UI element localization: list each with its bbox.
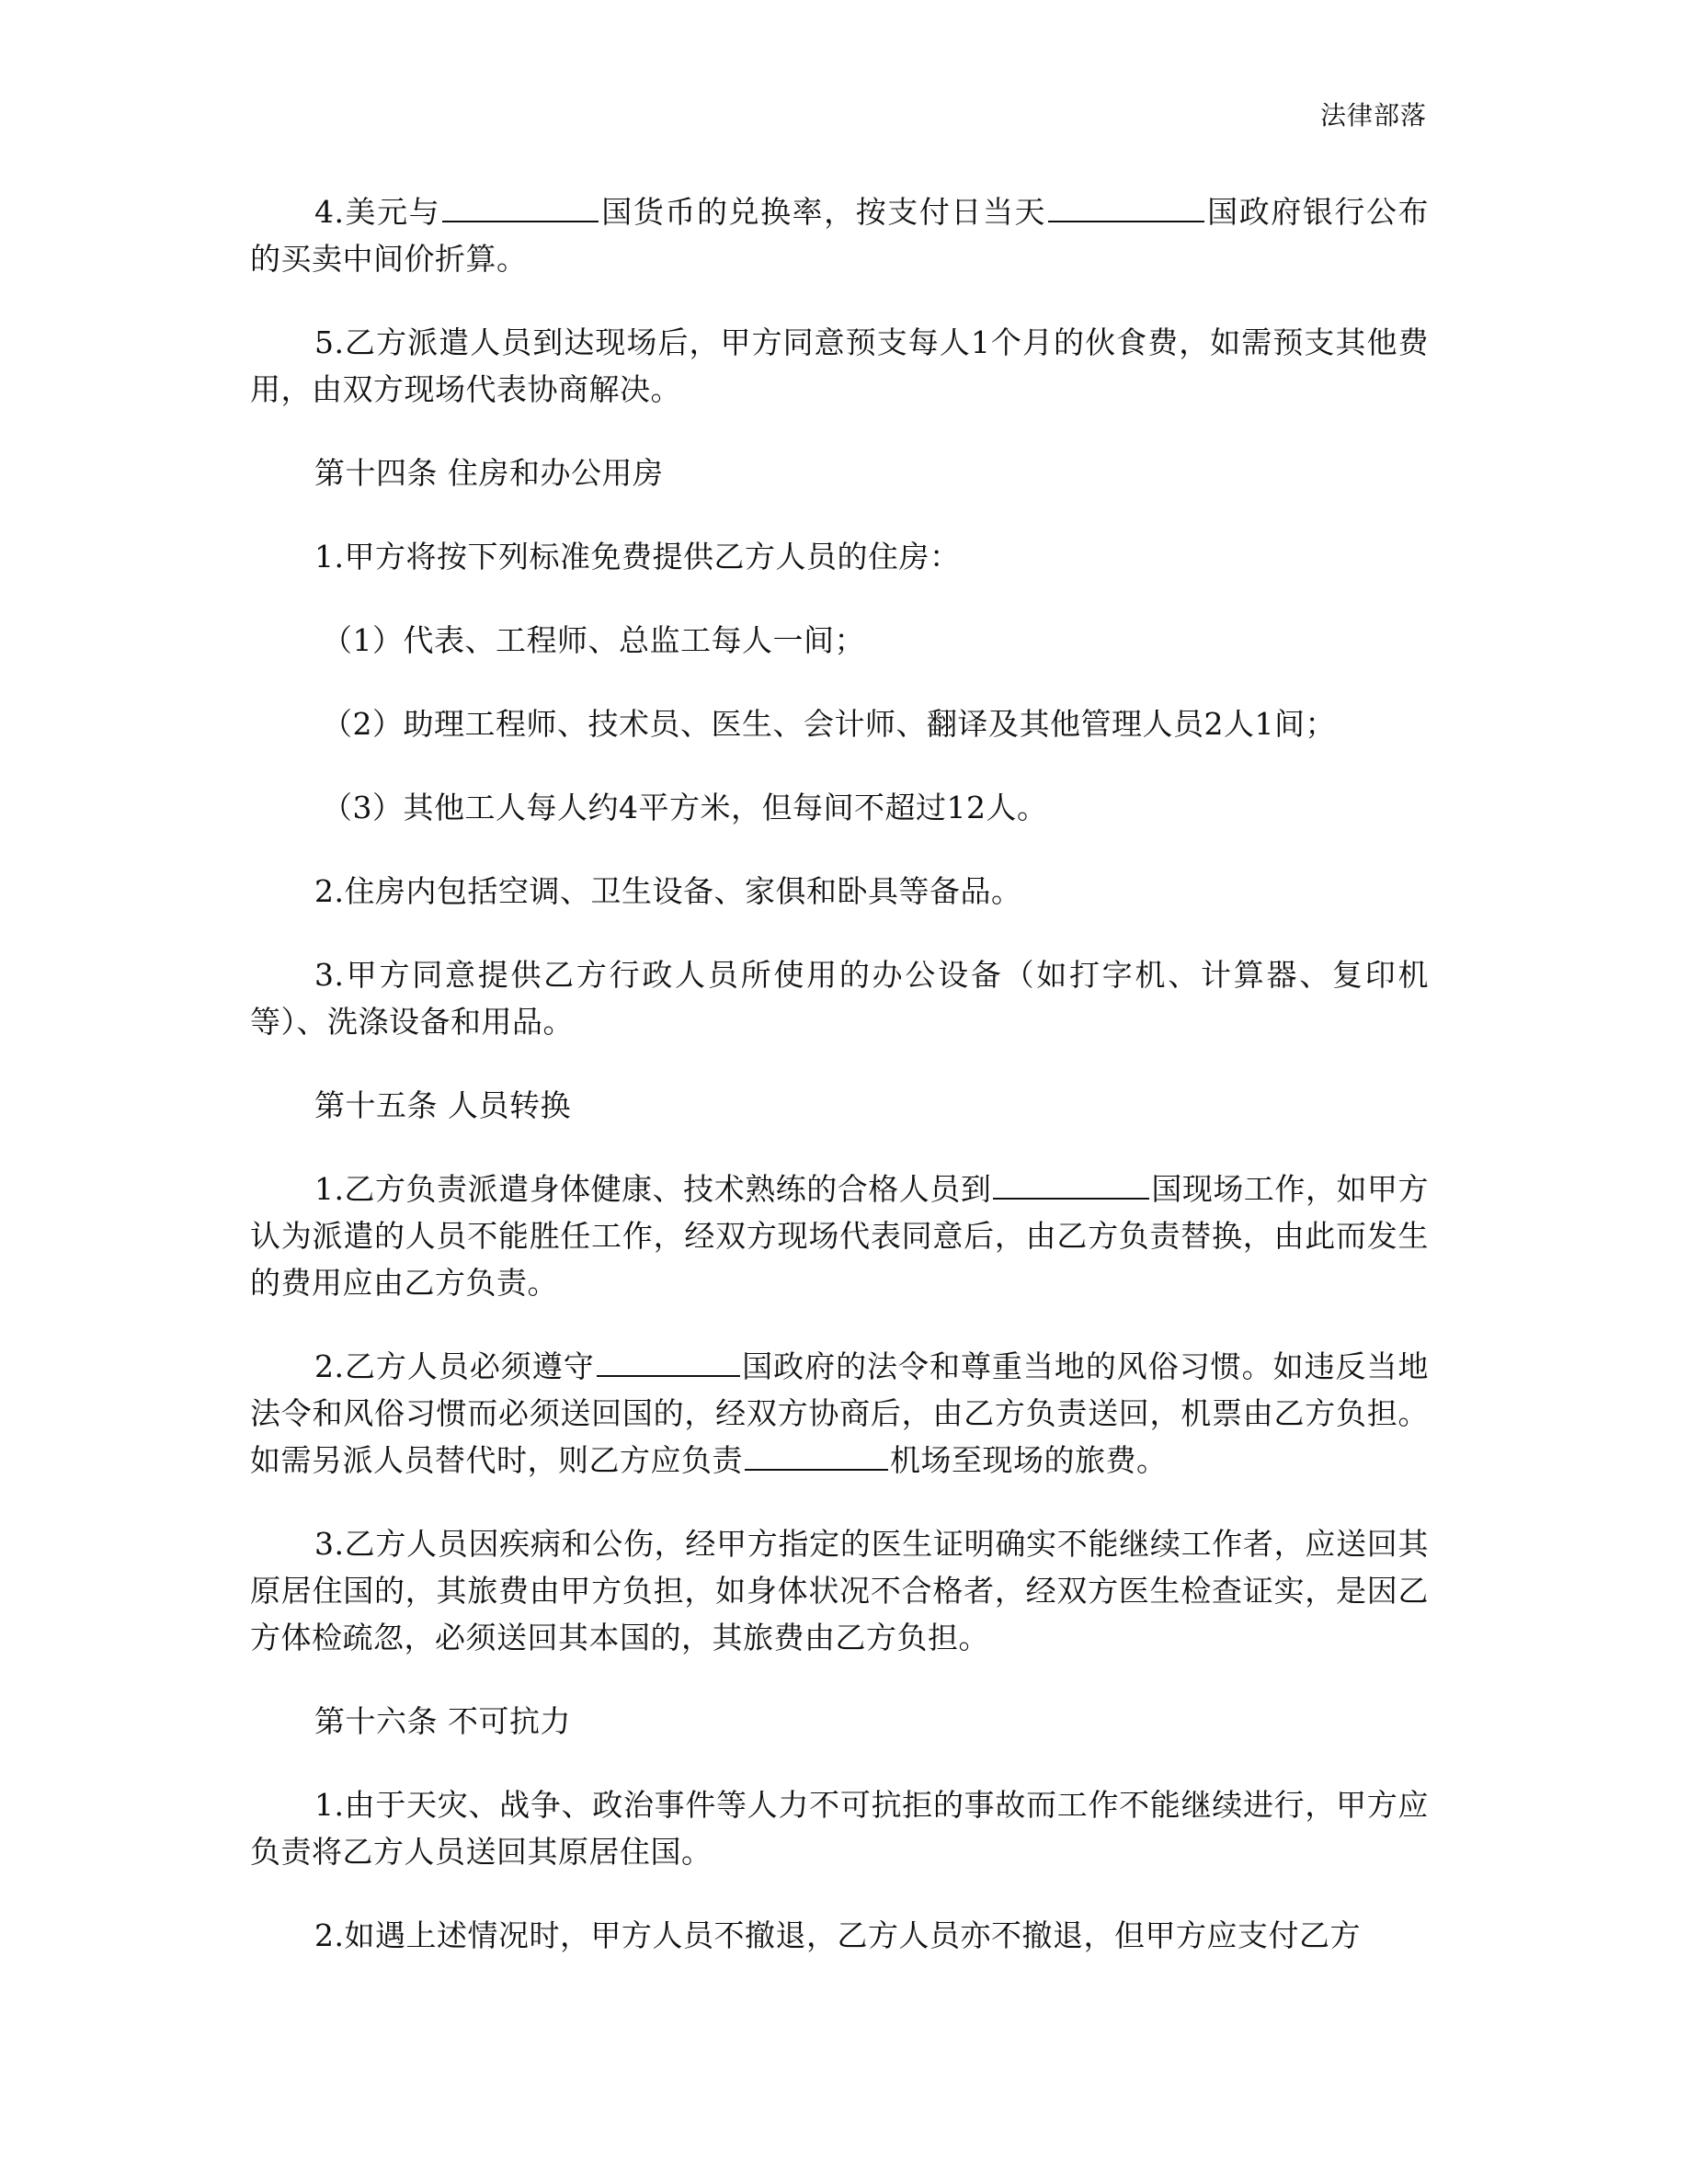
fill-in-blank[interactable] [597, 1344, 740, 1377]
list-item-housing-3: （3）其他工人每人约4平方米，但每间不超过12人。 [322, 790, 1048, 825]
paragraph-text: 国政府银行公布的买卖中间价折算。 [250, 194, 1429, 277]
paragraph-meal-advance: 5.乙方派遣人员到达现场后，甲方同意预支每人1个月的伙食费，如需预支其他费用，由双方现场代表协商解决。 [250, 324, 1429, 407]
fill-in-blank[interactable] [745, 1438, 888, 1471]
paragraph-text: 机场至现场的旅费。 [890, 1442, 1168, 1478]
paragraph-local-laws [250, 1343, 1429, 1484]
fill-in-blank[interactable] [442, 189, 599, 222]
paragraph-exchange-rate [250, 188, 1429, 282]
article-16-heading: 第十六条 不可抗力 [314, 1703, 571, 1739]
paragraph-text: 国货币的兑换率，按支付日当天 [600, 194, 1047, 230]
paragraph-housing-standard: 1.甲方将按下列标准免费提供乙方人员的住房： [314, 539, 961, 574]
fill-in-blank[interactable] [1048, 189, 1204, 222]
list-item-housing-1: （1）代表、工程师、总监工每人一间； [322, 622, 865, 658]
paragraph-illness-injury: 3.乙方人员因疾病和公伤，经甲方指定的医生证明确实不能继续工作者，应送回其原居住国的，其旅费由甲方负担，如身体状况不合格者，经双方医生检查证实，是因乙方体检疏忽，必须送回其本国的，其旅费由乙方负担。 [250, 1526, 1429, 1655]
document-body [250, 188, 1429, 1996]
paragraph-text: 国现场工作，如甲方认为派遣的人员不能胜任工作，经双方现场代表同意后，由乙方负责替换，由此而发生的费用应由乙方负责。 [250, 1171, 1429, 1301]
paragraph-text: 1.乙方负责派遣身体健康、技术熟练的合格人员到 [314, 1171, 992, 1207]
paragraph-text: 2.乙方人员必须遵守 [314, 1348, 595, 1384]
fill-in-blank[interactable] [993, 1166, 1149, 1200]
header-source-label: 法律部落 [1319, 100, 1427, 131]
paragraph-text: 国政府的法令和尊重当地的风俗习惯。如违反当地法令和风俗习惯而必须送回国的，经双方协商后，由乙方负责送回，机票由乙方负担。如需另派人员替代时，则乙方应负责 [250, 1348, 1429, 1478]
paragraph-no-withdrawal: 2.如遇上述情况时，甲方人员不撤退，乙方人员亦不撤退，但甲方应支付乙方 [314, 1917, 1361, 1953]
paragraph-housing-equipment: 2.住房内包括空调、卫生设备、家俱和卧具等备品。 [314, 873, 1022, 909]
paragraph-force-majeure: 1.由于天灾、战争、政治事件等人力不可抗拒的事故而工作不能继续进行，甲方应负责将乙方人员送回其原居住国。 [250, 1787, 1429, 1870]
article-14-heading: 第十四条 住房和办公用房 [314, 455, 664, 491]
article-15-heading: 第十五条 人员转换 [314, 1087, 571, 1123]
paragraph-personnel-dispatch [250, 1166, 1429, 1306]
list-item-housing-2: （2）助理工程师、技术员、医生、会计师、翻译及其他管理人员2人1间； [322, 706, 1336, 742]
paragraph-office-equipment: 3.甲方同意提供乙方行政人员所使用的办公设备（如打字机、计算器、复印机等）、洗涤设备和用品。 [250, 957, 1429, 1040]
paragraph-text: 4.美元与 [314, 194, 441, 230]
